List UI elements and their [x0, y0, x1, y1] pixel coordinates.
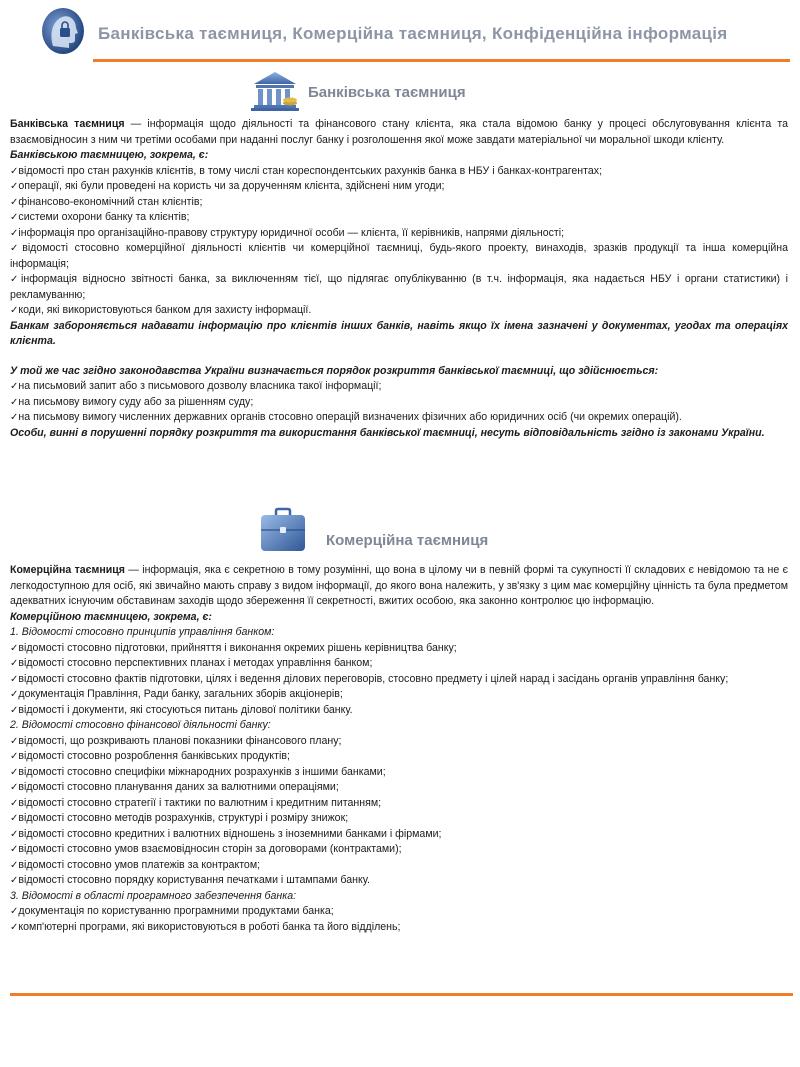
- list-item-text: операції, які були проведені на користь чи за дорученням клієнта, здійснені ним угоди;: [18, 180, 445, 192]
- bank-secret-heading: [248, 70, 508, 110]
- list-item-text: комп'ютерні програми, які використовуються в роботі банка та його відділень;: [18, 920, 401, 933]
- list-item: [10, 410, 788, 426]
- list-item: [10, 904, 788, 920]
- commercial-secret-definition: [10, 563, 788, 610]
- list-heading: Комерційною таємницею, зокрема, є:: [10, 610, 212, 623]
- list-item-text: на письмову вимогу суду або за рішенням суду;: [18, 395, 254, 408]
- page-title: Банківська таємниця, Комерційна таємниця, Конфіденційна інформація: [98, 24, 728, 43]
- commercial-secret-body: [10, 563, 788, 935]
- checkmark-icon: ✓: [10, 704, 19, 716]
- list-item: [10, 827, 788, 843]
- checkmark-icon: ✓: [10, 196, 19, 208]
- list-item-text: інформація відносно звітності банка, за виключенням тієї, що підлягає опублікуванню (в т.ч. інформація, яка надається НБУ і органи статистики) і рекламуванню;: [10, 273, 788, 301]
- list-heading: Банківською таємницею, зокрема, є:: [10, 149, 209, 161]
- list-item-text: на письмовий запит або з письмового дозволу власника такої інформації;: [18, 380, 382, 392]
- list-item: [10, 780, 788, 796]
- checkmark-icon: ✓: [10, 181, 19, 192]
- footer-divider: [10, 993, 793, 996]
- checkmark-icon: ✓: [10, 813, 19, 824]
- list-item-text: відомості стосовно умов взаємовідносин сторін за договорами (контрактами);: [18, 843, 402, 855]
- header-divider: [93, 59, 790, 62]
- checkmark-icon: ✓: [10, 844, 19, 855]
- list-item: [10, 241, 788, 272]
- checkmark-icon: ✓: [10, 412, 19, 423]
- list-item-text: коди, які використовуються банком для захисту інформації.: [18, 304, 312, 316]
- list-item: [10, 687, 788, 703]
- bank-secret-list: [10, 164, 788, 319]
- list-item-text: відомості, що розкривають планові показники фінансового плану;: [18, 734, 342, 747]
- list-item-text: відомості стосовно умов платежів за контрактом;: [18, 858, 261, 871]
- checkmark-icon: ✓: [10, 642, 19, 654]
- checkmark-icon: ✓: [10, 828, 19, 840]
- checkmark-icon: ✓: [10, 381, 19, 392]
- bank-building-icon: [248, 70, 302, 114]
- list-item-text: відомості стосовно розроблення банківських продуктів;: [18, 750, 290, 762]
- list-item-text: документація Правління, Ради банку, загальних зборів акціонерів;: [18, 688, 343, 700]
- section-title: Банківська таємниця: [308, 84, 466, 101]
- list-item: [10, 672, 788, 688]
- disclosure-heading: У той же час згідно законодавства України визначається порядок розкриття банківської таємниці, що здійснюється:: [10, 364, 659, 377]
- list-item: [10, 842, 788, 858]
- list-item-text: відомості про стан рахунків клієнтів, в тому числі стан кореспондентських рахунків банка в НБУ і банках-контрагентах;: [18, 164, 603, 177]
- definition-term: Комерційна таємниця: [10, 564, 125, 576]
- list-item: [10, 395, 788, 411]
- briefcase-icon: [258, 507, 308, 555]
- list-item: [10, 179, 788, 195]
- checkmark-icon: ✓: [10, 797, 19, 809]
- list-item: [10, 210, 788, 226]
- definition-text: — інформація, яка є секретною в тому розумінні, що вона в цілому чи в певній формі та сукупності її складових є невідомою та не є легкодоступною для осіб, які звичайно мають справу з видом інформації, до якого вона належить, у зв'язку з цим має комерційну цінність та була предметом адекватних існуючим обставинам заходів щодо збереження її секретності, вжитих особою, яка законно контролює цю інформацію.: [10, 564, 788, 607]
- head-lock-icon: [40, 6, 88, 56]
- checkmark-icon: ✓: [10, 212, 19, 223]
- group-list: [10, 734, 788, 889]
- checkmark-icon: ✓: [10, 305, 19, 316]
- list-item: [10, 920, 788, 936]
- list-item: [10, 379, 788, 395]
- checkmark-icon: ✓: [10, 782, 19, 793]
- list-item: [10, 303, 788, 319]
- checkmark-icon: ✓: [10, 735, 19, 747]
- definition-text: — інформація щодо діяльності та фінансового стану клієнта, яка стала відомою банку у процесі обслуговування клієнта та взаємовідносин з ним чи третіми особами при наданні послуг банку і розголошення якої може завдати матеріальної чи моральної шкоди клієнту.: [10, 118, 789, 146]
- list-item-text: відомості стосовно порядку користування печатками і штампами банку.: [18, 874, 370, 886]
- liability-note: Особи, винні в порушенні порядку розкриття та використання банківської таємниці, несуть відповідальність згідно із законами України.: [10, 426, 765, 439]
- list-item: [10, 734, 788, 750]
- commercial-secret-heading: [258, 507, 538, 547]
- checkmark-icon: ✓: [10, 274, 21, 285]
- checkmark-icon: ✓: [10, 859, 19, 871]
- list-item-text: на письмову вимогу численних державних органів стосовно операцій визначених фізичних або юридичних осіб (чи окремих операцій).: [18, 411, 682, 423]
- list-item: [10, 749, 788, 765]
- list-item-text: відомості стосовно перспективних планах і методах управління банком;: [18, 657, 373, 669]
- bank-secret-body: [10, 117, 788, 441]
- list-item: [10, 765, 788, 781]
- bank-secret-definition: [10, 117, 788, 148]
- list-item: [10, 656, 788, 672]
- list-item: [10, 641, 788, 657]
- list-item: [10, 796, 788, 812]
- list-item-text: інформація про організаційно-правову структуру юридичної особи — клієнта, її керівників, напрями діяльності;: [18, 226, 565, 239]
- group-heading: 2. Відомості стосовно фінансової діяльності банку:: [10, 719, 271, 731]
- list-item-text: документація по користуванню програмними продуктами банка;: [18, 905, 334, 917]
- checkmark-icon: ✓: [10, 766, 19, 778]
- checkmark-icon: ✓: [10, 165, 19, 177]
- checkmark-icon: ✓: [10, 658, 19, 669]
- checkmark-icon: ✓: [10, 875, 19, 886]
- checkmark-icon: ✓: [10, 751, 19, 762]
- prohibition-note: Банкам забороняється надавати інформацію про клієнтів інших банків, навіть якщо їх імена зазначені у документах, угодах та операціях клієнта.: [10, 319, 788, 347]
- list-item-text: відомості стосовно стратегії і тактики по валютним і кредитним питанням;: [18, 796, 382, 809]
- disclosure-list: [10, 379, 788, 426]
- list-item-text: фінансово-економічний стан клієнтів;: [18, 195, 203, 208]
- list-item: [10, 272, 788, 303]
- list-item-text: системи охорони банку та клієнтів;: [18, 211, 190, 223]
- group-list: [10, 904, 788, 935]
- list-item-text: відомості і документи, які стосуються питань ділової політики банку.: [18, 703, 353, 716]
- list-item-text: відомості стосовно фактів підготовки, цілях і ведення ділових переговорів, стосовно предмету і цілей нарад і засідань органів управління банку;: [18, 672, 729, 685]
- page-header: [0, 0, 800, 66]
- list-item-text: відомості стосовно планування даних за валютними операціями;: [18, 781, 339, 793]
- group-list: [10, 641, 788, 719]
- list-item-text: відомості стосовно комерційної діяльності клієнтів чи комерційної таємниці, будь-якого проекту, винаходів, зразків продукції та інша комерційна інформація;: [10, 242, 788, 270]
- list-item: [10, 195, 788, 211]
- list-item: [10, 811, 788, 827]
- group-heading: 3. Відомості в області програмного забезпечення банка:: [10, 889, 297, 902]
- checkmark-icon: ✓: [10, 689, 19, 700]
- definition-term: Банківська таємниця: [10, 118, 125, 130]
- list-item: [10, 703, 788, 719]
- list-item: [10, 226, 788, 242]
- checkmark-icon: ✓: [10, 396, 19, 408]
- list-item-text: відомості стосовно специфіки міжнародних розрахунків з іншими банками;: [18, 765, 386, 778]
- group-heading: 1. Відомості стосовно принципів управління банком:: [10, 626, 275, 638]
- section-title: Комерційна таємниця: [326, 532, 489, 549]
- list-item-text: відомості стосовно методів розрахунків, структурі і розміру знижок;: [18, 812, 349, 824]
- list-item: [10, 858, 788, 874]
- list-item-text: відомості стосовно кредитних і валютних відношень з іноземними банками і фірмами;: [18, 827, 442, 840]
- checkmark-icon: ✓: [10, 227, 19, 239]
- checkmark-icon: ✓: [10, 906, 19, 917]
- list-item: [10, 164, 788, 180]
- checkmark-icon: ✓: [10, 673, 19, 685]
- list-item: [10, 873, 788, 889]
- checkmark-icon: ✓: [10, 243, 23, 254]
- list-item-text: відомості стосовно підготовки, прийняття і виконання окремих рішень керівництва банку;: [18, 641, 457, 654]
- checkmark-icon: ✓: [10, 921, 19, 933]
